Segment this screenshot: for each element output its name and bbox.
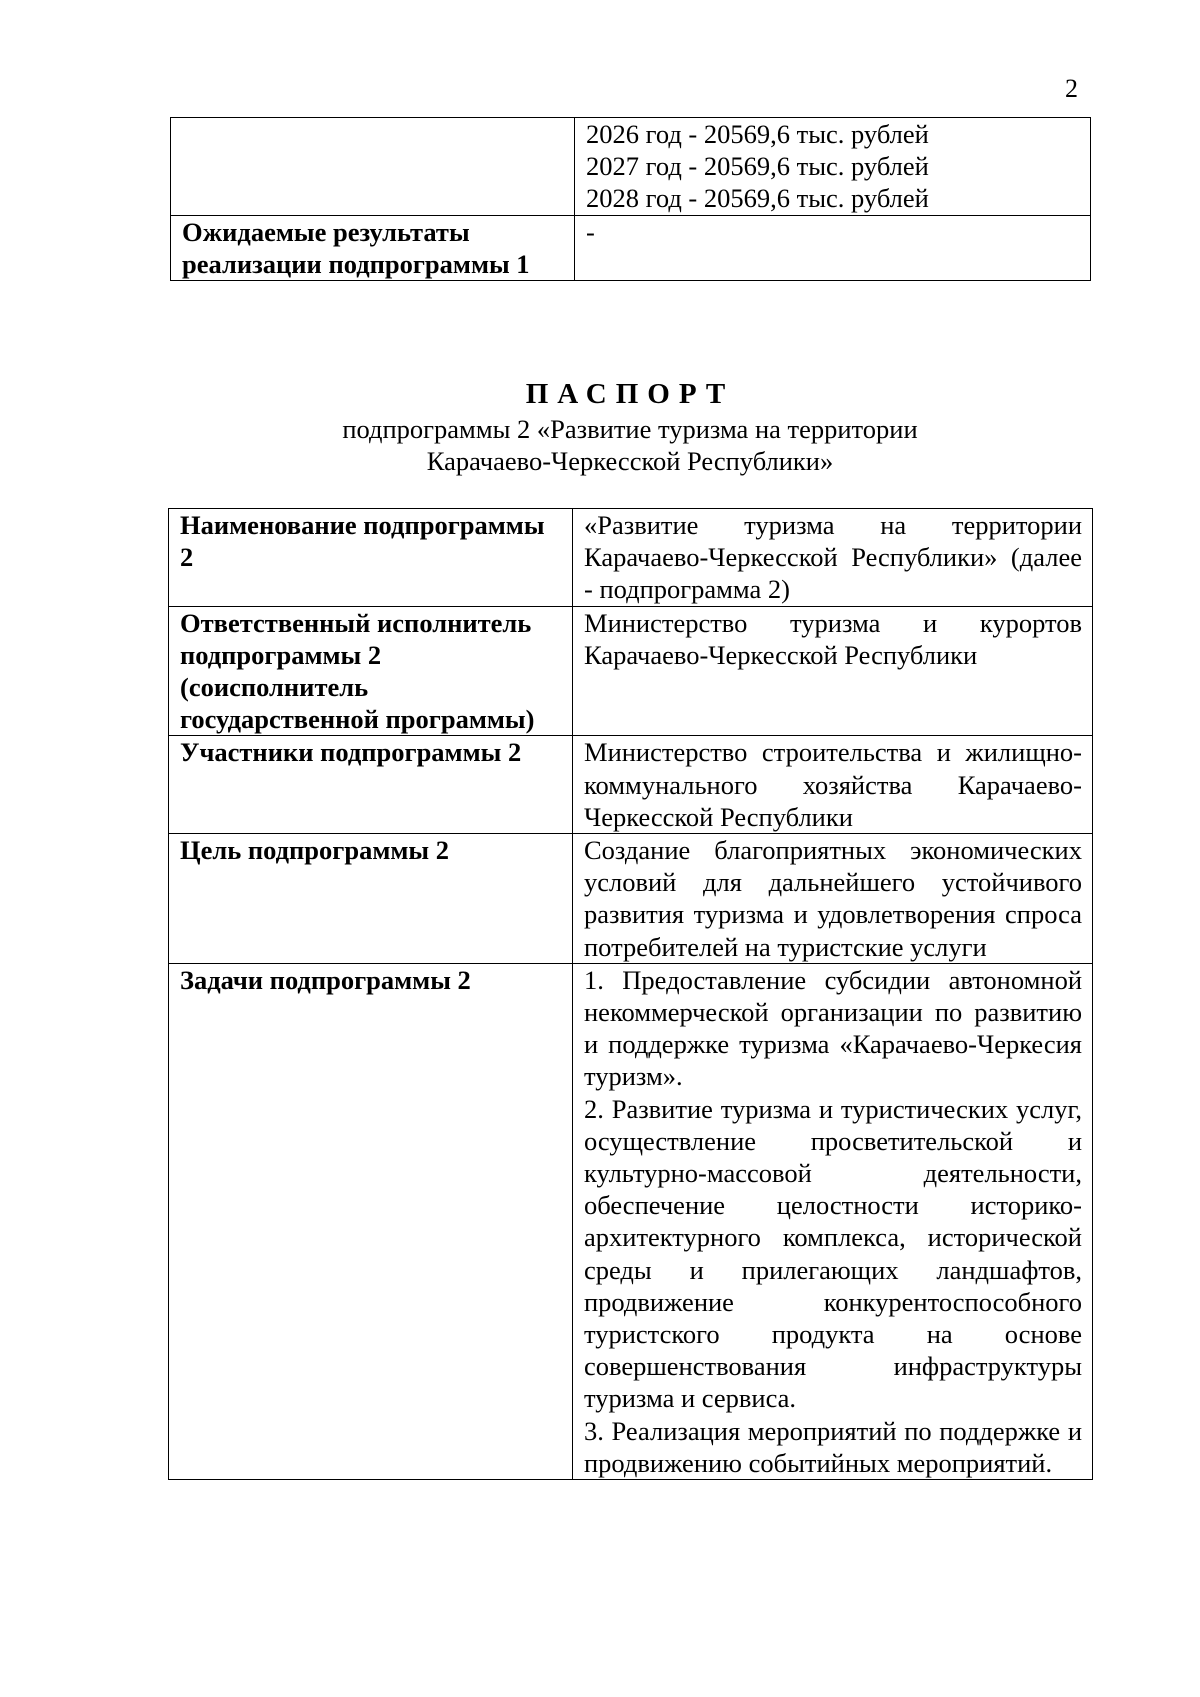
table-row bbox=[169, 736, 1093, 834]
row-value bbox=[573, 509, 1093, 607]
table-row bbox=[169, 963, 1093, 1479]
row-value bbox=[573, 963, 1093, 1479]
row-value-paragraph: 3. Реализация мероприятий по поддержке и продвижению событийных мероприятий. bbox=[584, 1415, 1082, 1478]
passport-table bbox=[168, 508, 1093, 1480]
empty-label-cell bbox=[171, 118, 575, 216]
row-label: Ответственный исполнитель подпрограммы 2 (соисполнитель государственной программы) bbox=[169, 606, 573, 736]
funding-line: 2027 год - 20569,6 тыс. рублей bbox=[586, 151, 929, 182]
table-row bbox=[169, 834, 1093, 964]
row-value-paragraph: 2. Развитие туризма и туристических услуг, осуществление просветительской и культурно-массовой деятельности, обеспечение целостности историко-архитектурного комплекса, исторической среды и прилегающих ландшафтов, продвижение конкурентоспособного туристского продукта на основе совершенствования инфраструктуры туризма и сервиса. bbox=[584, 1093, 1082, 1414]
passport-title: ПАСПОРТ bbox=[525, 378, 735, 410]
row-label: Цель подпрограммы 2 bbox=[169, 834, 573, 964]
table-row bbox=[169, 509, 1093, 607]
funding-years-cell bbox=[575, 118, 1091, 216]
passport-subtitle bbox=[0, 413, 1200, 477]
row-value bbox=[573, 736, 1093, 834]
table-row bbox=[171, 215, 1091, 280]
subtitle-line: подпрограммы 2 «Развитие туризма на территории bbox=[342, 414, 918, 444]
row-value-paragraph: Создание благоприятных экономических условий для дальнейшего устойчивого развития туризма и удовлетворения спроса потребителей на туристские услуги bbox=[584, 835, 1082, 962]
row-value-paragraph: 1. Предоставление субсидии автономной некоммерческой организации по развитию и поддержке туризма «Карачаево-Черкесия туризм». bbox=[584, 964, 1082, 1092]
row-label: Наименование подпрограммы 2 bbox=[169, 509, 573, 607]
table-row bbox=[169, 606, 1093, 736]
row-value-paragraph: Министерство туризма и курортов Карачаево-Черкесской Республики bbox=[584, 607, 1082, 670]
funding-line: 2028 год - 20569,6 тыс. рублей bbox=[586, 183, 929, 214]
row-label: Задачи подпрограммы 2 bbox=[169, 963, 573, 1479]
subtitle-line: Карачаево-Черкесской Республики» bbox=[426, 446, 834, 476]
funding-line: 2026 год - 20569,6 тыс. рублей bbox=[586, 119, 929, 149]
funding-table bbox=[170, 117, 1091, 281]
row-value bbox=[573, 606, 1093, 736]
row-value bbox=[573, 834, 1093, 964]
table-row bbox=[171, 118, 1091, 216]
row-value-paragraph: «Развитие туризма на территории Карачаево-Черкесской Республики» (далее - подпрограмма 2) bbox=[584, 510, 1082, 605]
results-value: - bbox=[575, 215, 1091, 280]
row-value-paragraph: Министерство строительства и жилищно-коммунального хозяйства Карачаево-Черкесской Республики bbox=[584, 737, 1082, 832]
results-label: Ожидаемые результаты реализации подпрограммы 1 bbox=[171, 215, 575, 280]
page-number: 2 bbox=[1065, 74, 1078, 103]
row-label: Участники подпрограммы 2 bbox=[169, 736, 573, 834]
